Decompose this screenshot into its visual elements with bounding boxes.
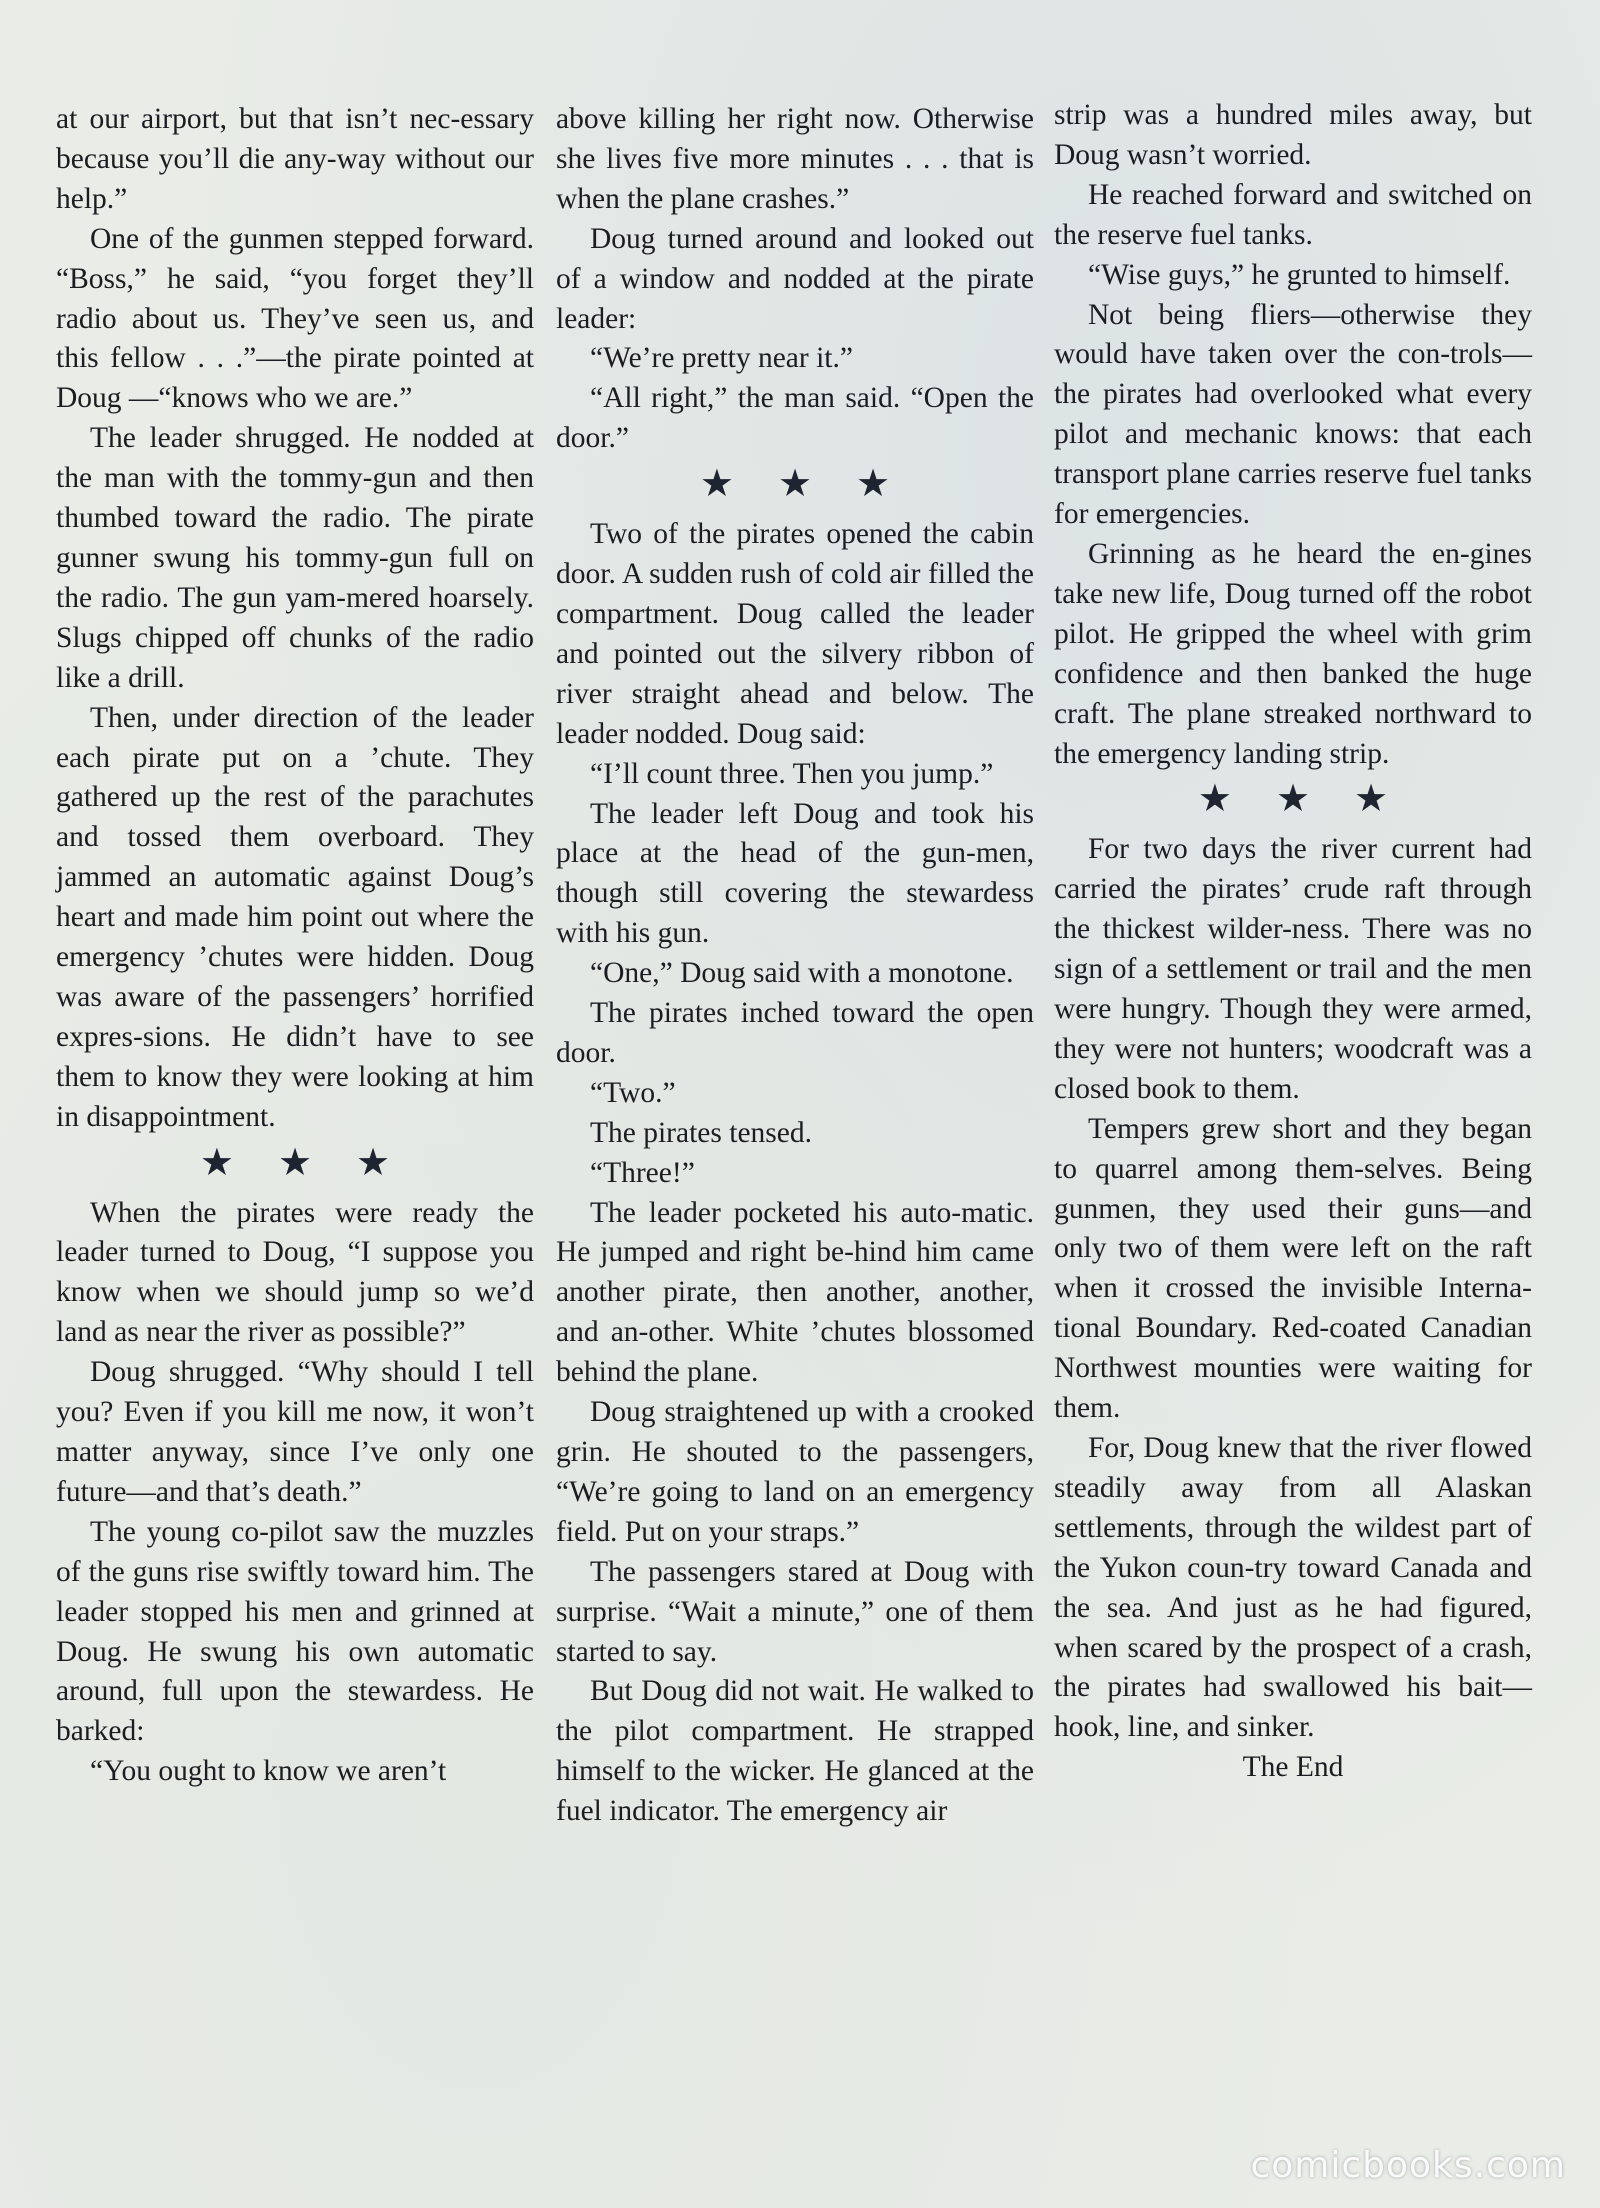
paragraph: The leader shrugged. He nodded at the man with the tommy-gun and then thumbed toward the radio. The pirate gunner swung his tommy-gun full on the radio. The gun yam-mered hoarsely. Slugs chipped off chunks of the radio like a drill. — [56, 422, 534, 694]
star-icon: ★ — [1197, 778, 1232, 821]
section-break-stars — [556, 464, 1034, 504]
paragraph: “You ought to know we aren’t — [90, 1755, 447, 1788]
paragraph: Then, under direction of the leader each pirate put on a ’chute. They gathered up the rest of the parachutes and tossed them overboard. They jammed an automatic against Doug’s heart and made him point out where the emergency ’chutes were hidden. Doug was aware of the passengers’ horrified expres-sions. He didn’t have to see them to know they were looking at him in disappointment. — [56, 701, 534, 1133]
section-break-stars — [56, 1143, 534, 1183]
section-break-stars — [1054, 779, 1532, 819]
paragraph: “We’re pretty near it.” — [590, 342, 853, 375]
paragraph: The leader left Doug and took his place at the head of the gun-men, though still covering the stewardess with his gun. — [556, 797, 1034, 950]
paragraph: at our airport, but that isn’t nec-essary because you’ll die any-way without our help.” — [56, 103, 534, 215]
paragraph: “One,” Doug said with a monotone. — [590, 957, 1014, 990]
paragraph: Doug turned around and looked out of a window and nodded at the pirate leader: — [556, 222, 1034, 335]
text-column-2 — [556, 100, 1034, 1832]
paragraph: Grinning as he heard the en-gines take new life, Doug turned off the robot pilot. He gripped the wheel with grim confidence and then banked the huge craft. The plane streaked northward to the emergency landing strip. — [1054, 537, 1532, 770]
star-icon: ★ — [199, 1141, 234, 1184]
text-column-3 — [1054, 96, 1532, 1788]
paragraph: One of the gunmen stepped forward. “Boss,” he said, “you forget they’ll radio about us. They’ve seen us, and this fellow . . .”—the pirate pointed at Doug —“knows who we are.” — [56, 222, 534, 415]
text-column-1 — [56, 100, 534, 1792]
paragraph: For, Doug knew that the river flowed steadily away from all Alaskan settlements, through the wildest part of the Yukon coun-try toward Canada and the sea. And just as he had figured, when scared by the prospect of a crash, the pirates had swallowed his bait—hook, line, and sinker. — [1054, 1432, 1532, 1744]
paragraph: The pirates tensed. — [590, 1116, 812, 1149]
star-icon: ★ — [277, 1141, 313, 1184]
paragraph: The leader pocketed his auto-matic. He jumped and right be-hind him came another pirate, then another, another, and an-other. White ’chutes blossomed behind the plane. — [556, 1196, 1034, 1389]
paragraph: The pirates inched toward the open door. — [556, 997, 1034, 1069]
paragraph: above killing her right now. Otherwise she lives five more minutes . . . that is when the plane crashes.” — [556, 103, 1034, 215]
star-icon: ★ — [1275, 778, 1311, 821]
paragraph: The passengers stared at Doug with surprise. “Wait a minute,” one of them started to say. — [556, 1555, 1034, 1668]
the-end-label: The End — [1242, 1751, 1344, 1784]
star-icon: ★ — [1354, 778, 1389, 821]
paragraph: For two days the river current had carried the pirates’ crude raft through the thickest wilder-ness. There was no sign of a settlement or trail and the men were hungry. Though they were armed, they were not hunters; woodcraft was a closed book to them. — [1054, 833, 1532, 1105]
star-icon: ★ — [777, 463, 813, 506]
paragraph: “Wise guys,” he grunted to himself. — [1088, 258, 1511, 291]
paragraph: Doug shrugged. “Why should I tell you? Even if you kill me now, it won’t matter anyway, since I’ve only one future—and that’s death.” — [56, 1356, 534, 1508]
star-icon: ★ — [856, 463, 891, 506]
star-icon: ★ — [699, 463, 734, 506]
paragraph: “All right,” the man said. “Open the door.” — [556, 382, 1034, 455]
star-icon: ★ — [356, 1141, 391, 1184]
paragraph: When the pirates were ready the leader turned to Doug, “I suppose you know when we should jump so we’d land as near the river as possible?” — [56, 1196, 534, 1349]
paragraph: “I’ll count three. Then you jump.” — [590, 757, 994, 790]
paragraph: “Two.” — [590, 1076, 676, 1109]
paragraph: strip was a hundred miles away, but Doug wasn’t worried. — [1054, 99, 1532, 171]
paragraph: “Three!” — [590, 1156, 695, 1189]
paragraph: The young co-pilot saw the muzzles of the guns rise swiftly toward him. The leader stopped his men and grinned at Doug. He swung his own automatic around, full upon the stewardess. He barked: — [56, 1515, 534, 1748]
paragraph: But Doug did not wait. He walked to the pilot compartment. He strapped himself to the wicker. He glanced at the fuel indicator. The emergency air — [556, 1675, 1034, 1828]
paragraph: Two of the pirates opened the cabin door. A sudden rush of cold air filled the compartment. Doug called the leader and pointed out the silvery ribbon of river straight ahead and below. The leader nodded. Doug said: — [556, 518, 1034, 750]
paragraph: Not being fliers—otherwise they would have taken over the con-trols—the pirates had overlooked what every pilot and mechanic knows: that each transport plane carries reserve fuel tanks for emergencies. — [1054, 298, 1532, 531]
paragraph: Doug straightened up with a crooked grin. He shouted to the passengers, “We’re going to land on an emergency field. Put on your straps.” — [556, 1396, 1034, 1548]
watermark-text: comicbooks.com — [1250, 2145, 1566, 2186]
paragraph: He reached forward and switched on the reserve fuel tanks. — [1054, 178, 1532, 251]
paragraph: Tempers grew short and they began to quarrel among them-selves. Being gunmen, they used their guns—and only two of them were left on the raft when it crossed the invisible Interna-tional Boundary. Red-coated Canadian Northwest mounties were waiting for them. — [1054, 1112, 1532, 1425]
